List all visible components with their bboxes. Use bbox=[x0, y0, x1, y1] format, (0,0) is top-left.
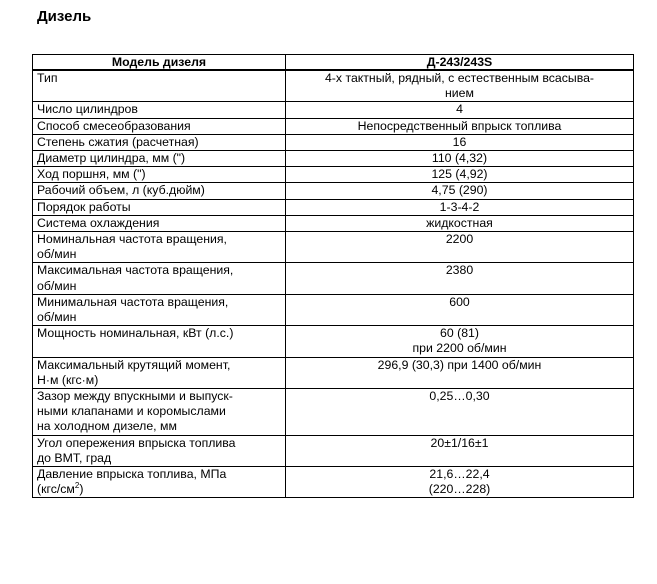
value-cell bbox=[286, 232, 634, 263]
value-text: 125 (4,92) bbox=[431, 167, 488, 182]
value-cell bbox=[286, 389, 634, 436]
value-cell bbox=[286, 435, 634, 466]
value-text: 1-3-4-2 bbox=[439, 199, 480, 214]
table-row bbox=[33, 326, 634, 357]
parameter-text: Система охлаждения bbox=[37, 215, 160, 230]
parameter-text: на холодном дизеле, мм bbox=[37, 419, 177, 434]
value-text: 4-х тактный, рядный, с естественным всасыва- bbox=[324, 71, 595, 85]
spec-table bbox=[32, 54, 634, 498]
table-row bbox=[33, 167, 634, 183]
parameter-text: Номинальная частота вращения, bbox=[37, 232, 227, 247]
table-row bbox=[33, 134, 634, 150]
parameter-cell bbox=[33, 215, 286, 231]
value-cell bbox=[286, 70, 634, 102]
table-row bbox=[33, 467, 634, 498]
table-row bbox=[33, 389, 634, 436]
parameter-text: Максимальная частота вращения, bbox=[37, 263, 234, 278]
parameter-text: до ВМТ, град bbox=[37, 450, 112, 465]
value-cell bbox=[286, 167, 634, 183]
parameter-text: об/мин bbox=[37, 247, 77, 262]
parameter-cell bbox=[33, 435, 286, 466]
value-text: нием bbox=[445, 86, 474, 101]
superscript: 2 bbox=[74, 481, 80, 491]
value-cell bbox=[286, 326, 634, 357]
table-row bbox=[33, 118, 634, 134]
table-row bbox=[33, 232, 634, 263]
value-cell bbox=[286, 183, 634, 199]
parameter-cell bbox=[33, 357, 286, 388]
parameter-text: Давление впрыска топлива, МПа bbox=[37, 467, 227, 482]
parameter-cell bbox=[33, 232, 286, 263]
value-text: (220…228) bbox=[428, 482, 491, 497]
table-row bbox=[33, 294, 634, 325]
value-cell bbox=[286, 263, 634, 294]
value-text: 296,9 (30,3) при 1400 об/мин bbox=[377, 357, 542, 372]
parameter-text: об/мин bbox=[37, 310, 77, 325]
parameter-cell bbox=[33, 183, 286, 199]
value-text: 600 bbox=[449, 294, 470, 309]
table-row bbox=[33, 215, 634, 231]
value-cell bbox=[286, 199, 634, 215]
parameter-text: Число цилиндров bbox=[37, 102, 138, 117]
value-text: 2380 bbox=[445, 263, 474, 278]
value-text: 20±1/16±1 bbox=[430, 435, 489, 450]
parameter-text: Угол опережения впрыска топлива bbox=[37, 435, 236, 450]
parameter-cell bbox=[33, 151, 286, 167]
value-text: 2200 bbox=[445, 232, 474, 247]
parameter-cell bbox=[33, 199, 286, 215]
value-cell bbox=[286, 102, 634, 118]
parameter-text: Минимальная частота вращения, bbox=[37, 294, 229, 309]
parameter-text: Ход поршня, мм (") bbox=[37, 167, 146, 182]
value-text: 0,25…0,30 bbox=[429, 389, 490, 404]
parameter-text: Рабочий объем, л (куб.дюйм) bbox=[37, 183, 205, 198]
table-row bbox=[33, 199, 634, 215]
column-header-model: Модель дизеля bbox=[33, 55, 286, 71]
parameter-cell bbox=[33, 389, 286, 436]
value-cell bbox=[286, 215, 634, 231]
table-row bbox=[33, 357, 634, 388]
parameter-cell bbox=[33, 263, 286, 294]
value-cell bbox=[286, 294, 634, 325]
table-row bbox=[33, 151, 634, 167]
value-cell bbox=[286, 134, 634, 150]
parameter-text: Н·м (кгс·м) bbox=[37, 372, 99, 387]
parameter-text: об/мин bbox=[37, 278, 77, 293]
spec-table-body bbox=[33, 70, 634, 498]
value-text: Непосредственный впрыск топлива bbox=[357, 118, 562, 133]
table-header-row bbox=[33, 55, 634, 71]
value-text: 110 (4,32) bbox=[431, 151, 488, 166]
value-text: 4 bbox=[456, 102, 463, 117]
value-cell bbox=[286, 467, 634, 498]
value-text: при 2200 об/мин bbox=[412, 341, 507, 356]
table-row bbox=[33, 263, 634, 294]
parameter-text: Диаметр цилиндра, мм (") bbox=[37, 151, 186, 166]
parameter-cell bbox=[33, 167, 286, 183]
parameter-text: Зазор между впускными и выпуск- bbox=[37, 389, 233, 404]
value-text: 4,75 (290) bbox=[431, 183, 488, 198]
table-row bbox=[33, 70, 634, 102]
table-row bbox=[33, 183, 634, 199]
parameter-cell bbox=[33, 326, 286, 357]
parameter-text: Способ смесеобразования bbox=[37, 118, 191, 133]
table-row bbox=[33, 102, 634, 118]
parameter-text: Порядок работы bbox=[37, 199, 131, 214]
parameter-cell bbox=[33, 118, 286, 134]
parameter-text: Тип bbox=[37, 71, 58, 85]
parameter-text: ными клапанами и коромыслами bbox=[37, 404, 226, 419]
parameter-cell bbox=[33, 467, 286, 498]
page-title: Дизель bbox=[37, 8, 92, 25]
column-header-value: Д-243/243S bbox=[286, 55, 634, 71]
parameter-text: Степень сжатия (расчетная) bbox=[37, 134, 199, 149]
parameter-cell bbox=[33, 70, 286, 102]
value-text: 16 bbox=[452, 134, 467, 149]
value-cell bbox=[286, 357, 634, 388]
parameter-text: Максимальный крутящий момент, bbox=[37, 357, 231, 372]
value-cell bbox=[286, 151, 634, 167]
parameter-text: (кгс/см bbox=[37, 482, 75, 497]
value-text: жидкостная bbox=[426, 215, 493, 230]
value-cell bbox=[286, 118, 634, 134]
parameter-text: ) bbox=[79, 482, 84, 497]
parameter-cell bbox=[33, 102, 286, 118]
parameter-text: Мощность номинальная, кВт (л.с.) bbox=[37, 326, 234, 341]
parameter-cell bbox=[33, 134, 286, 150]
value-text: 21,6…22,4 bbox=[429, 467, 490, 482]
value-text: 60 (81) bbox=[440, 326, 479, 341]
table-row bbox=[33, 435, 634, 466]
parameter-cell bbox=[33, 294, 286, 325]
